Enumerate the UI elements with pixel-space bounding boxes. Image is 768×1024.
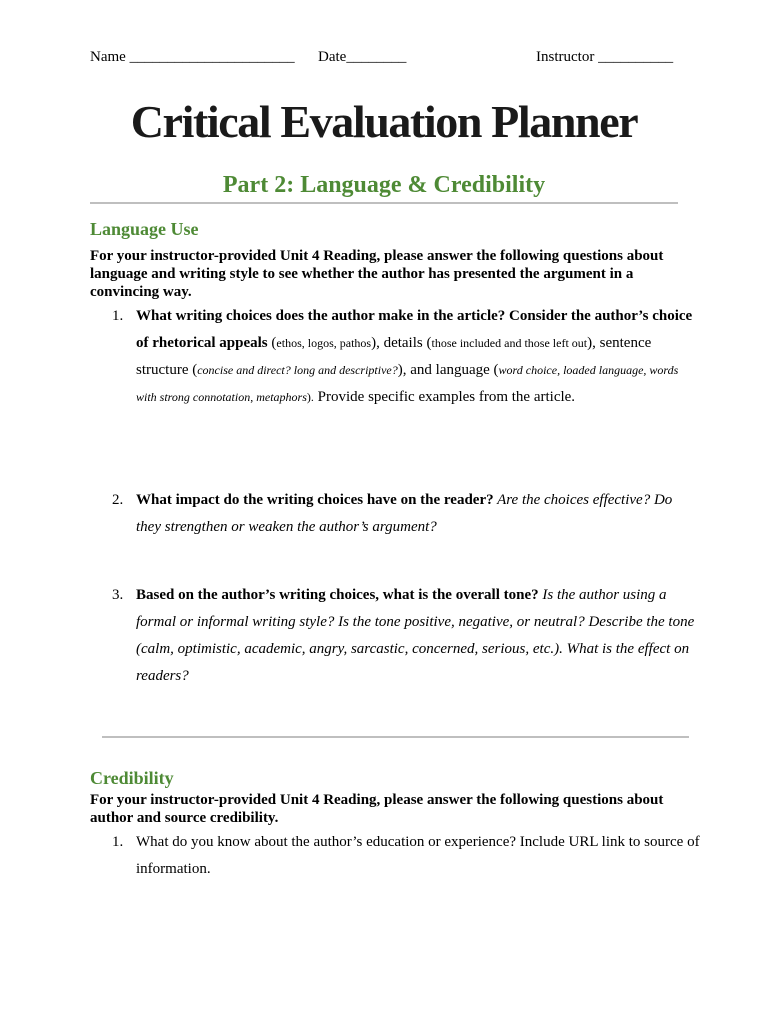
question-followup: Are the choices effective? Do they strengthen or weaken the author’s argument? <box>136 492 673 535</box>
question-text-segment: ). <box>306 390 314 404</box>
date-field: Date________ <box>318 49 407 65</box>
question-text <box>136 582 700 690</box>
question-prompt: Based on the author’s writing choices, what is the overall tone? <box>136 587 539 603</box>
page-title: Critical Evaluation Planner <box>130 96 638 147</box>
question-text <box>136 303 700 411</box>
question-text <box>136 487 700 541</box>
question-text-segment: ), and language ( <box>397 362 499 378</box>
name-field: Name ______________________ <box>90 49 295 65</box>
question-text-segment: ( <box>267 335 277 351</box>
instructor-field: Instructor __________ <box>536 49 674 65</box>
page-subtitle: Part 2: Language & Credibility <box>222 172 546 198</box>
question-number: 1. <box>112 834 124 850</box>
divider-middle <box>102 736 689 738</box>
section-intro-credibility: For your instructor-provided Unit 4 Reading, please answer the following questions about author and source credibility. <box>90 792 664 826</box>
question-text-segment: ), details ( <box>371 335 432 351</box>
section-heading-credibility: Credibility <box>90 768 174 788</box>
question-number: 2. <box>112 492 124 508</box>
question-example: metaphors <box>256 390 307 404</box>
question-text: What do you know about the author’s education or experience? Include URL link to source of information. <box>136 834 700 877</box>
question-number: 3. <box>112 587 124 603</box>
question-followup: Is the author using a formal or informal writing style? Is the tone positive, negative, or neutral? Describe the tone (calm, optimistic, academic, angry, sarcastic, concerned, serious, etc.). What is the effect on readers? <box>136 587 695 684</box>
question-number: 1. <box>112 308 124 324</box>
question-prompt: What writing choices does the author make in the article? Consider the author’s choice of rhetorical appeals <box>136 308 693 351</box>
question-example: word choice, loaded language, words with strong connotation <box>136 363 679 404</box>
question-example: ethos, logos, pathos <box>276 336 372 350</box>
question-example: concise and direct? long and descriptive? <box>197 363 398 377</box>
section-intro-language-use: For your instructor-provided Unit 4 Reading, please answer the following questions about language and writing style to see whether the author has presented the argument in a convincing way. <box>90 248 664 300</box>
header-fields <box>90 47 690 67</box>
section-heading-language-use: Language Use <box>90 219 199 239</box>
question-prompt: What impact do the writing choices have on the reader? <box>136 492 494 508</box>
question-example: those included and those left out <box>431 336 588 350</box>
divider-top <box>90 202 678 204</box>
question-text-segment: ), sentence structure ( <box>136 335 652 378</box>
question-text-segment: , <box>250 390 257 404</box>
question-instruction: Provide specific examples from the article. <box>313 389 576 405</box>
